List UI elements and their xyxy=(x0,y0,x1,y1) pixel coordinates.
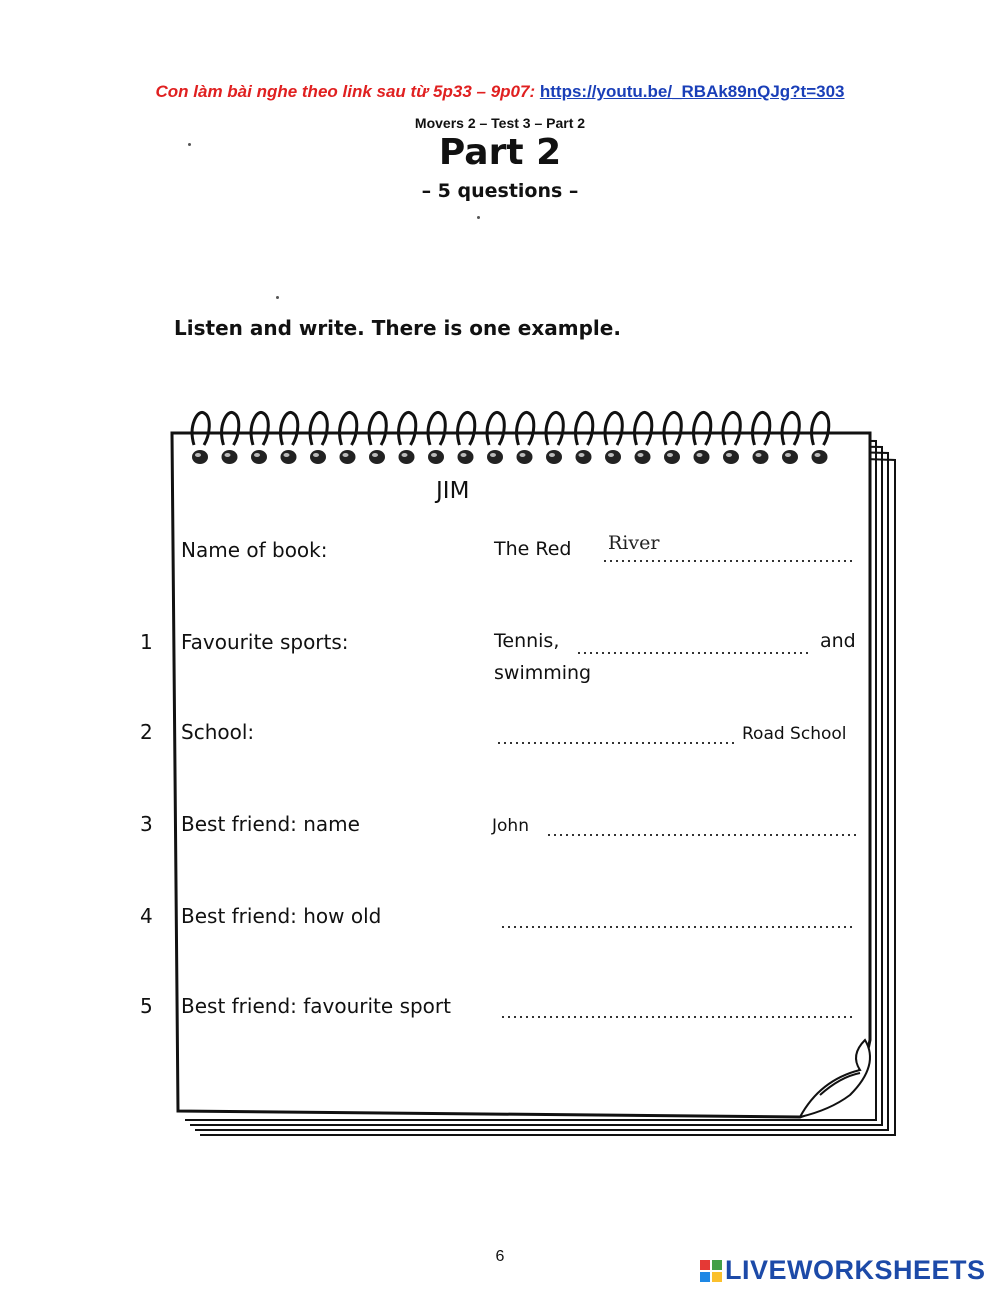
brand-square xyxy=(712,1260,722,1270)
binding-hole-shine xyxy=(667,453,673,457)
page-number: 6 xyxy=(495,1248,505,1265)
notebook-title: JIM xyxy=(436,478,470,504)
speck xyxy=(276,296,279,299)
brand-square xyxy=(700,1260,710,1270)
test-subtitle: Movers 2 – Test 3 – Part 2 xyxy=(414,115,586,131)
binding-hole xyxy=(546,450,562,464)
question-label: Best friend: name xyxy=(181,812,360,836)
answer-line-5[interactable] xyxy=(500,1016,856,1018)
binding-hole xyxy=(399,450,415,464)
youtube-link[interactable]: https://youtu.be/_RBAk89nQJg?t=303 xyxy=(539,82,845,101)
binding-hole xyxy=(812,450,828,464)
binding-hole xyxy=(517,450,533,464)
binding-hole xyxy=(576,450,592,464)
binding-hole xyxy=(782,450,798,464)
binding-hole-shine xyxy=(785,453,791,457)
listening-instruction xyxy=(0,82,1000,102)
binding-hole-shine xyxy=(697,453,703,457)
binding-hole xyxy=(428,450,444,464)
question-number: 5 xyxy=(140,994,153,1018)
part-title: Part 2 xyxy=(438,132,562,173)
question-number: 3 xyxy=(140,812,153,836)
binding-hole-shine xyxy=(254,453,260,457)
speck xyxy=(188,143,191,146)
example-label: Name of book: xyxy=(181,538,328,562)
answer-line-2[interactable] xyxy=(496,742,734,744)
answer-line-1[interactable] xyxy=(576,652,810,654)
brand-square xyxy=(712,1272,722,1282)
question-number: 4 xyxy=(140,904,153,928)
question-label: School: xyxy=(181,720,255,744)
answer-prefix: Tennis, xyxy=(494,630,560,652)
binding-hole-shine xyxy=(372,453,378,457)
answer-suffix: Road School xyxy=(742,724,847,744)
question-label: Favourite sports: xyxy=(181,630,349,654)
binding-hole-shine xyxy=(313,453,319,457)
binding-hole-shine xyxy=(756,453,762,457)
binding-hole xyxy=(723,450,739,464)
binding-hole xyxy=(340,450,356,464)
binding-hole-shine xyxy=(608,453,614,457)
binding-hole-shine xyxy=(225,453,231,457)
binding-hole-shine xyxy=(815,453,821,457)
binding-hole-shine xyxy=(431,453,437,457)
example-prefix: The Red xyxy=(494,538,572,560)
brand-square xyxy=(700,1272,710,1282)
answer-second-line: swimming xyxy=(494,662,592,684)
brand-text: LIVEWORKSHEETS xyxy=(725,1255,986,1285)
binding-hole xyxy=(310,450,326,464)
binding-hole xyxy=(251,450,267,464)
binding-hole-shine xyxy=(579,453,585,457)
binding-hole xyxy=(281,450,297,464)
binding-hole xyxy=(487,450,503,464)
liveworksheets-logo[interactable] xyxy=(700,1255,986,1286)
brand-icon xyxy=(700,1260,722,1282)
binding-hole-shine xyxy=(490,453,496,457)
binding-hole xyxy=(664,450,680,464)
answer-prefix: John xyxy=(492,816,529,836)
questions-count: – 5 questions – xyxy=(421,180,579,202)
binding-hole-shine xyxy=(520,453,526,457)
binding-hole xyxy=(753,450,769,464)
question-label: Best friend: favourite sport xyxy=(181,994,451,1018)
binding-hole xyxy=(635,450,651,464)
question-number: 1 xyxy=(140,630,153,654)
binding-hole xyxy=(222,450,238,464)
binding-hole-shine xyxy=(402,453,408,457)
question-label: Best friend: how old xyxy=(181,904,382,928)
binding-hole xyxy=(458,450,474,464)
task-instruction: Listen and write. There is one example. xyxy=(174,316,621,340)
binding-hole-shine xyxy=(461,453,467,457)
example-answer: River xyxy=(608,532,660,554)
binding-hole-shine xyxy=(195,453,201,457)
notebook-illustration xyxy=(160,405,905,1145)
binding-hole-shine xyxy=(343,453,349,457)
binding-hole xyxy=(192,450,208,464)
binding-hole-shine xyxy=(549,453,555,457)
binding-hole-shine xyxy=(638,453,644,457)
binding-hole-shine xyxy=(726,453,732,457)
answer-line-3[interactable] xyxy=(546,834,856,836)
binding-hole xyxy=(605,450,621,464)
answer-line xyxy=(602,560,856,562)
binding-hole-shine xyxy=(284,453,290,457)
instruction-text: Con làm bài nghe theo link sau từ 5p33 – 9p07: xyxy=(155,82,536,101)
binding-hole xyxy=(369,450,385,464)
question-number: 2 xyxy=(140,720,153,744)
answer-line-4[interactable] xyxy=(500,926,856,928)
binding-hole xyxy=(694,450,710,464)
answer-suffix: and xyxy=(820,630,856,652)
speck xyxy=(477,216,480,219)
